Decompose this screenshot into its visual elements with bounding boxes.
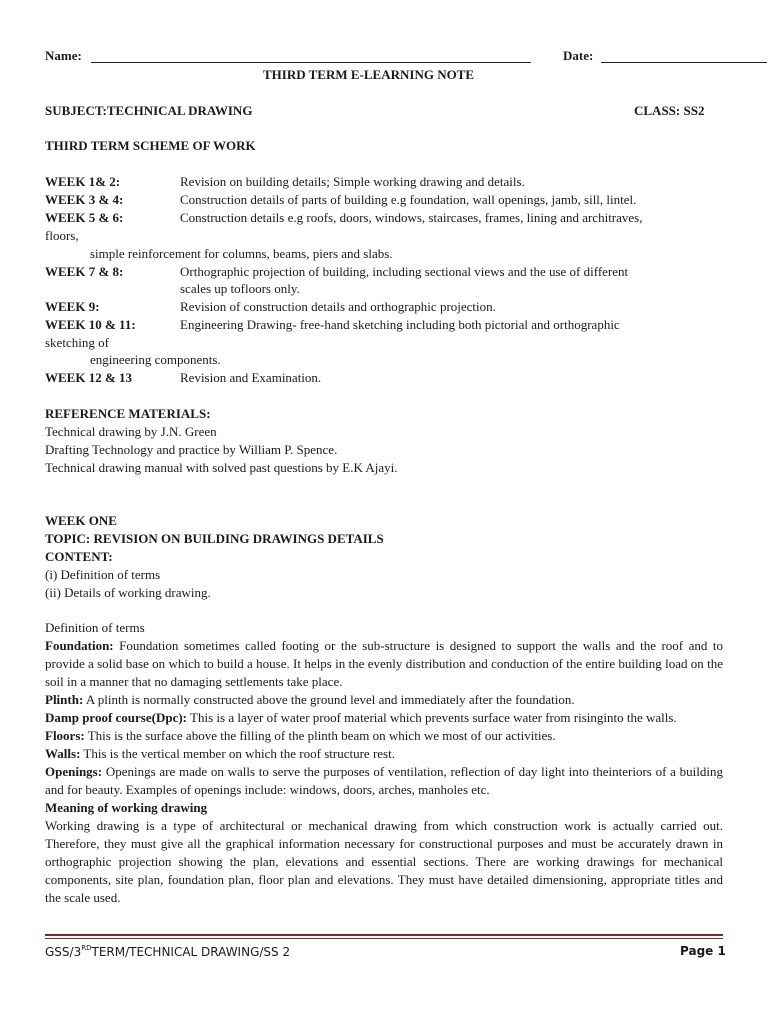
reference-item: Technical drawing manual with solved past questions by E.K Ajayi.	[45, 460, 398, 475]
term-floors	[45, 727, 723, 745]
definition-heading: Definition of terms	[45, 620, 145, 635]
week-text: Orthographic projection of building, including sectional views and the use of different	[180, 264, 629, 279]
term-walls	[45, 745, 723, 763]
term-text: This is the surface above the filling of the plinth beam on which we most of our activities.	[84, 728, 556, 743]
document-title: THIRD TERM E-LEARNING NOTE	[263, 67, 475, 82]
term-text: Openings are made on walls to serve the purposes of ventilation, reflection of day light into theinteriors of a building and for beauty. Examples of openings include: windows, doors, arches, manholes etc.	[45, 764, 723, 797]
week-text-continued: scales up tofloors only.	[180, 281, 300, 296]
footer-rule	[45, 934, 723, 936]
name-label: Name:	[45, 48, 82, 63]
week-one-heading: WEEK ONE	[45, 513, 117, 528]
term-label: Damp proof course(Dpc):	[45, 710, 188, 725]
term-text: A plinth is normally constructed above the ground level and immediately after the foundation.	[83, 692, 575, 707]
footer-rule	[45, 938, 723, 939]
references-title: REFERENCE MATERIALS:	[45, 406, 211, 421]
week-label: WEEK 10 & 11:	[45, 317, 136, 332]
week-label: WEEK 1& 2:	[45, 174, 121, 189]
term-label: Plinth:	[45, 692, 84, 707]
term-foundation	[45, 637, 723, 691]
name-date-row	[45, 48, 723, 66]
week-label: WEEK 9:	[45, 299, 100, 314]
footer-left-text	[45, 944, 290, 959]
week-label: WEEK 7 & 8:	[45, 264, 124, 279]
term-label: Floors:	[45, 728, 85, 743]
definitions-block	[45, 637, 723, 907]
name-blank-line	[91, 62, 531, 63]
term-plinth	[45, 691, 723, 709]
term-openings	[45, 763, 723, 799]
term-text: This is the vertical member on which the roof structure rest.	[80, 746, 395, 761]
week-text-continued: sketching of	[45, 335, 109, 350]
footer-superscript: RD	[81, 944, 92, 952]
reference-item: Drafting Technology and practice by William P. Spence.	[45, 442, 338, 457]
class-label: CLASS: SS2	[634, 103, 705, 118]
term-dpc	[45, 709, 723, 727]
topic-heading: TOPIC: REVISION ON BUILDING DRAWINGS DETAILS	[45, 531, 384, 546]
week-text: Revision on building details; Simple working drawing and details.	[180, 174, 525, 189]
term-label: Foundation:	[45, 638, 114, 653]
working-drawing-text: Working drawing is a type of architectural or mechanical drawing from which construction work is actually carried out. Therefore, they must give all the graphical information necessary for constructional purposes and must be accurately drawn in orthographic projection showing the plan, elevations and essential sections. There are working drawings for mechanical components, site plan, foundation plan, floor plan and elevations. They must have detailed dimensioning, appropriate titles and the scale used.	[45, 818, 723, 905]
content-item: (i) Definition of terms	[45, 567, 161, 582]
week-text: Construction details e.g roofs, doors, windows, staircases, frames, lining and architraves,	[180, 210, 643, 225]
week-text-continued: simple reinforcement for columns, beams, piers and slabs.	[90, 246, 393, 261]
date-label: Date:	[563, 48, 594, 63]
week-text-continued: floors,	[45, 228, 79, 243]
reference-item: Technical drawing by J.N. Green	[45, 424, 217, 439]
term-label: Openings:	[45, 764, 103, 779]
week-label: WEEK 3 & 4:	[45, 192, 124, 207]
week-text: Revision and Examination.	[180, 370, 322, 385]
week-text-continued: engineering components.	[90, 352, 221, 367]
subject-label: SUBJECT:TECHNICAL DRAWING	[45, 103, 253, 118]
scheme-title: THIRD TERM SCHEME OF WORK	[45, 138, 256, 153]
page-number: Page 1	[680, 944, 726, 958]
week-text: Construction details of parts of building e.g foundation, wall openings, jamb, sill, lintel.	[180, 192, 637, 207]
footer-suffix: TERM/TECHNICAL DRAWING/SS 2	[91, 945, 291, 959]
term-text: This is a layer of water proof material which prevents surface water from risinginto the walls.	[187, 710, 677, 725]
content-item: (ii) Details of working drawing.	[45, 585, 211, 600]
week-text: Revision of construction details and orthographic projection.	[180, 299, 496, 314]
week-text: Engineering Drawing- free-hand sketching including both pictorial and orthographic	[180, 317, 620, 332]
footer-prefix: GSS/3	[45, 945, 82, 959]
working-drawing-heading: Meaning of working drawing	[45, 800, 208, 815]
date-blank-line	[601, 62, 767, 63]
term-text: Foundation sometimes called footing or the sub-structure is designed to support the walls and the roof and to provide a solid base on which to build a house. It helps in the evenly distribution and conduction of the entire building load on the soil in a manner that no damaging settlements take place.	[45, 638, 723, 689]
week-label: WEEK 5 & 6:	[45, 210, 124, 225]
term-label: Walls:	[45, 746, 81, 761]
week-label: WEEK 12 & 13	[45, 370, 133, 385]
content-label: CONTENT:	[45, 549, 113, 564]
